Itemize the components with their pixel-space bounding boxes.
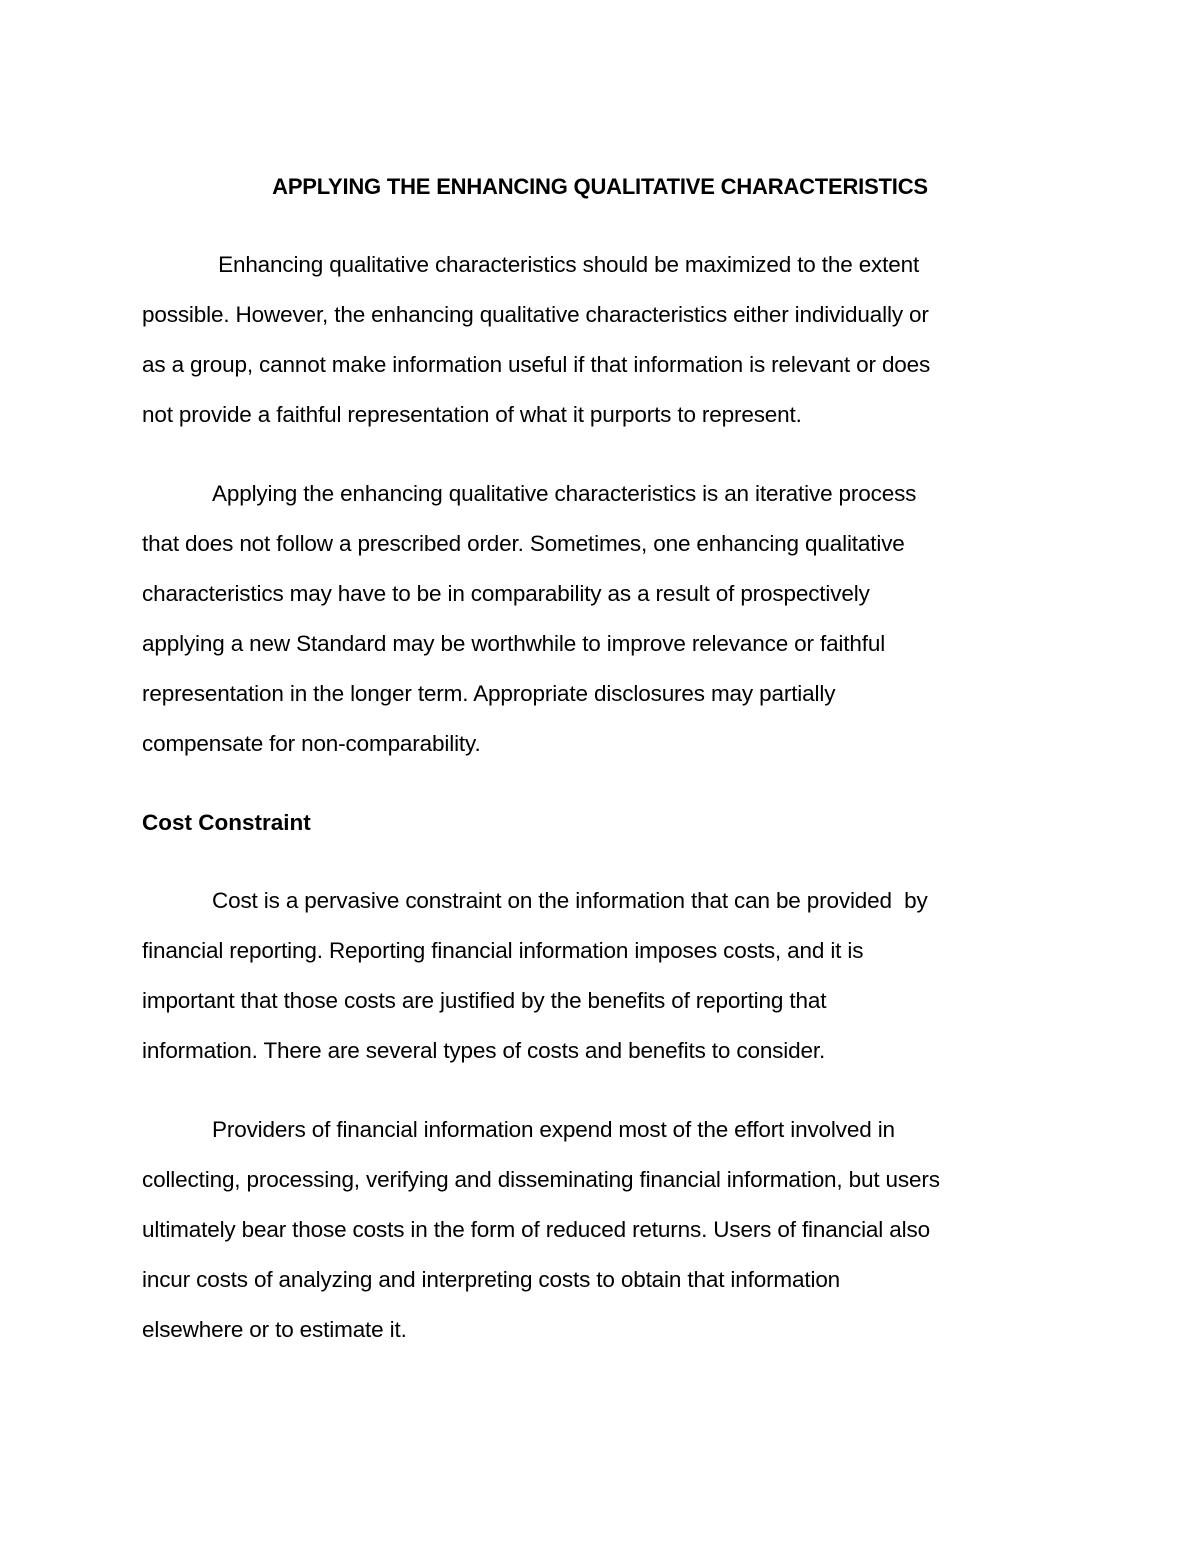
paragraph-line: characteristics may have to be in comparability as a result of prospectively — [142, 581, 870, 606]
paragraph-line: possible. However, the enhancing qualitative characteristics either individually or — [142, 302, 929, 327]
paragraph-line: as a group, cannot make information useful if that information is relevant or does — [142, 352, 931, 377]
paragraph-line: elsewhere or to estimate it. — [142, 1317, 407, 1342]
paragraph-line: information. There are several types of costs and benefits to consider. — [142, 1038, 826, 1063]
paragraph-line: that does not follow a prescribed order. Sometimes, one enhancing qualitative — [142, 531, 905, 556]
paragraph-line: representation in the longer term. Appropriate disclosures may partially — [142, 681, 836, 706]
paragraph-line: ultimately bear those costs in the form of reduced returns. Users of financial also — [142, 1217, 930, 1242]
paragraph-enhancing-maximized — [142, 240, 1072, 440]
paragraph-line: Enhancing qualitative characteristics should be maximized to the extent — [212, 252, 920, 277]
paragraph-line: collecting, processing, verifying and disseminating financial information, but users — [142, 1167, 940, 1192]
document-title: APPLYING THE ENHANCING QUALITATIVE CHARACTERISTICS — [272, 174, 928, 199]
paragraph-line: Cost is a pervasive constraint on the information that can be provided by — [212, 888, 928, 913]
paragraph-line: incur costs of analyzing and interpreting costs to obtain that information — [142, 1267, 841, 1292]
paragraph-iterative-process — [142, 469, 1072, 769]
paragraph-line: important that those costs are justified by the benefits of reporting that — [142, 988, 827, 1013]
paragraph-line: applying a new Standard may be worthwhile to improve relevance or faithful — [142, 631, 886, 656]
paragraph-line: Applying the enhancing qualitative characteristics is an iterative process — [212, 481, 917, 506]
section-heading: Cost Constraint — [142, 810, 311, 835]
paragraph-providers-users — [142, 1105, 1072, 1355]
paragraph-line: not provide a faithful representation of what it purports to represent. — [142, 402, 802, 427]
paragraph-line: compensate for non-comparability. — [142, 731, 481, 756]
paragraph-cost-pervasive — [142, 876, 1072, 1076]
paragraph-line: financial reporting. Reporting financial information imposes costs, and it is — [142, 938, 864, 963]
paragraph-line: Providers of financial information expend most of the effort involved in — [212, 1117, 895, 1142]
